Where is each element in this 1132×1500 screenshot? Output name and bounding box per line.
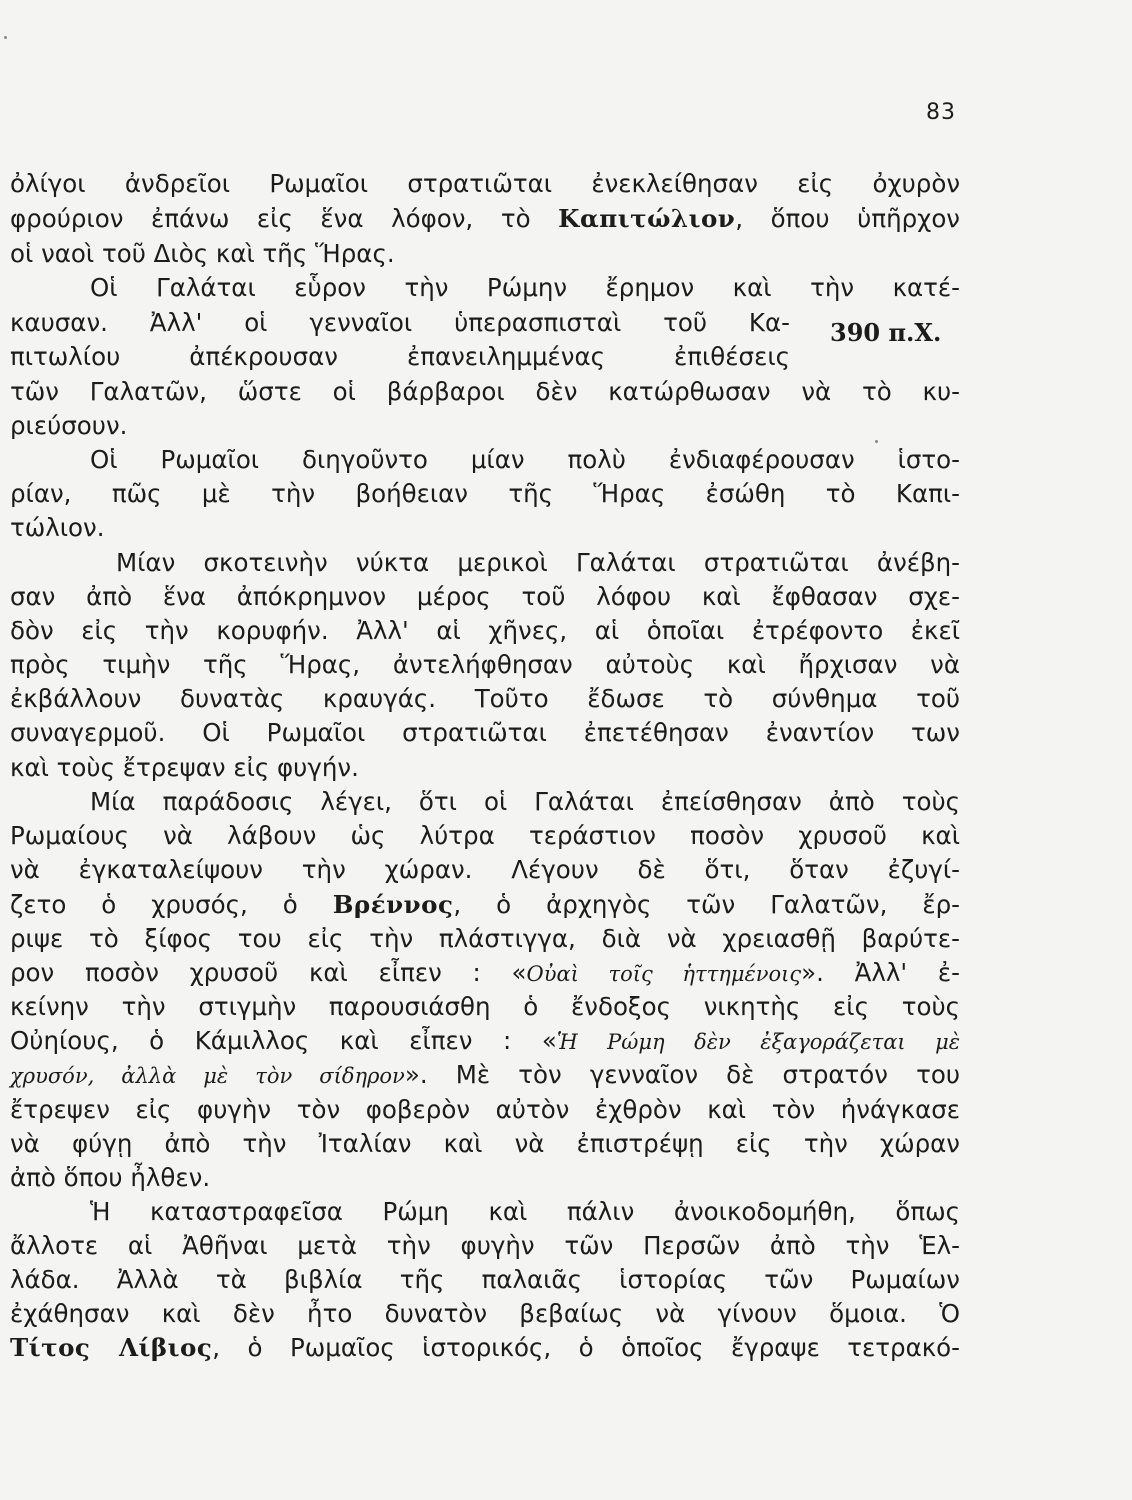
text-segment: καυσαν. Ἀλλ' οἱ γενναῖοι ὑπερασπισταὶ τοῦ Κα- — [10, 308, 790, 337]
text-segment: ὀλίγοι ἀνδρεῖοι Ρωμαῖοι στρατιῶται ἐνεκλείθησαν εἰς ὀχυρὸν — [10, 169, 960, 198]
text-line — [10, 1229, 960, 1263]
text-segment: , ὅπου ὑπῆρχον — [735, 204, 960, 233]
text-segment: , ὁ ἀρχηγὸς τῶν Γαλατῶν, ἔρ- — [453, 890, 960, 919]
text-segment: κείνην τὴν στιγμὴν παρουσιάσθη ὁ ἔνδοξος νικητὴς εἰς τοὺς — [10, 992, 960, 1021]
text-segment: ἄλλοτε αἱ Ἀθῆναι μετὰ τὴν φυγὴν τῶν Περσῶν ἀπὸ τὴν Ἑλ- — [10, 1231, 960, 1260]
text-line — [10, 1331, 960, 1365]
text-segment: ρον ποσὸν χρυσοῦ καὶ εἶπεν : « — [10, 958, 527, 987]
text-line — [10, 990, 960, 1024]
text-line — [10, 477, 960, 511]
text-segment: ριψε τὸ ξίφος του εἰς τὴν πλάστιγγα, διὰ νὰ χρειασθῇ βαρύτε- — [10, 924, 960, 953]
text-line — [10, 1058, 960, 1092]
text-segment: σαν ἀπὸ ἕνα ἀπόκρημνον μέρος τοῦ λόφου καὶ ἔφθασαν σχε- — [10, 582, 960, 611]
text-segment: Ρωμαίους νὰ λάβουν ὡς λύτρα τεράστιον ποσὸν χρυσοῦ καὶ — [10, 821, 960, 850]
text-segment: τώλιον. — [10, 513, 105, 542]
text-line — [10, 922, 960, 956]
text-line — [10, 271, 960, 305]
text-line — [10, 409, 960, 443]
margin-date-note: 390 π.Χ. — [830, 318, 942, 347]
text-segment: Μίαν σκοτεινὴν νύκτα μερικοὶ Γαλάται στρατιῶται ἀνέβη- — [116, 548, 960, 577]
text-line — [10, 511, 960, 545]
text-segment: τῶν Γαλατῶν, ὥστε οἱ βάρβαροι δὲν κατώρθωσαν νὰ τὸ κυ- — [10, 377, 960, 406]
italic-quote: Ἡ Ρώμη δὲν ἐξαγοράζεται μὲ — [556, 1030, 960, 1054]
bold-term: Βρέννος — [332, 890, 454, 919]
text-line — [10, 167, 960, 201]
text-segment: Μία παράδοσις λέγει, ὅτι οἱ Γαλάται ἐπείσθησαν ἀπὸ τοὺς — [90, 787, 960, 816]
text-line — [10, 546, 960, 580]
text-segment: λάδα. Ἀλλὰ τὰ βιβλία τῆς παλαιᾶς ἱστορίας τῶν Ρωμαίων — [10, 1265, 960, 1294]
text-line — [10, 648, 960, 682]
text-line — [10, 340, 790, 374]
italic-quote: χρυσόν, ἀλλὰ μὲ τὸν σίδηρον — [10, 1064, 405, 1088]
text-segment: ρίαν, πῶς μὲ τὴν βοήθειαν τῆς Ἥρας ἐσώθη τὸ Καπι- — [10, 479, 960, 508]
text-line — [10, 580, 960, 614]
text-line — [10, 1093, 960, 1127]
text-line — [10, 819, 960, 853]
text-segment: πρὸς τιμὴν τῆς Ἥρας, ἀντελήφθησαν αὐτοὺς καὶ ἤρχισαν νὰ — [10, 650, 960, 679]
text-segment: , ὁ Ρωμαῖος ἱστορικός, ὁ ὁποῖος ἔγραψε τετρακό- — [212, 1333, 960, 1362]
text-line — [10, 1195, 960, 1229]
text-line — [10, 1161, 960, 1195]
text-segment: πιτωλίου ἀπέκρουσαν ἐπανειλημμένας ἐπιθέσεις — [10, 342, 790, 371]
text-segment: ». Ἀλλ' ἐ- — [801, 958, 960, 987]
text-segment: Ἡ καταστραφεῖσα Ρώμη καὶ πάλιν ἀνοικοδομήθη, ὅπως — [90, 1197, 960, 1226]
italic-quote: Οὐαὶ τοῖς ἡττημένοις — [526, 962, 802, 986]
text-line — [10, 375, 960, 409]
text-segment: νὰ φύγῃ ἀπὸ τὴν Ἰταλίαν καὶ νὰ ἐπιστρέψῃ εἰς τὴν χώραν — [10, 1129, 960, 1158]
text-line — [10, 1297, 960, 1331]
text-segment: συναγερμοῦ. Οἱ Ρωμαῖοι στρατιῶται ἐπετέθησαν ἐναντίον των — [10, 718, 960, 747]
text-line — [10, 785, 960, 819]
text-line — [10, 888, 960, 922]
scan-speck — [4, 36, 7, 39]
text-segment: νὰ ἐγκαταλείψουν τὴν χώραν. Λέγουν δὲ ὅτι, ὅταν ἐζυγί- — [10, 855, 960, 884]
text-segment: ριεύσουν. — [10, 411, 128, 440]
scan-speck — [875, 440, 878, 443]
text-segment: δὸν εἰς τὴν κορυφήν. Ἀλλ' αἱ χῆνες, αἱ ὁποῖαι ἐτρέφοντο ἐκεῖ — [10, 616, 960, 645]
bold-term: Τίτος Λίβιος — [10, 1333, 213, 1362]
page-number: 83 — [926, 100, 956, 125]
text-line — [10, 202, 960, 236]
text-line — [10, 1127, 960, 1161]
text-segment: ἐχάθησαν καὶ δὲν ἦτο δυνατὸν βεβαίως νὰ γίνουν ὅμοια. Ὁ — [10, 1299, 960, 1328]
text-line — [10, 682, 960, 716]
text-segment: ζετο ὁ χρυσός, ὁ — [10, 890, 333, 919]
text-line — [10, 443, 960, 477]
text-line — [10, 237, 960, 271]
bold-term: Καπιτώλιον — [558, 204, 736, 233]
text-line — [10, 853, 960, 887]
text-segment: ». Μὲ τὸν γενναῖον δὲ στρατόν του — [404, 1060, 961, 1089]
text-line — [10, 1263, 960, 1297]
text-segment: Οὐηίους, ὁ Κάμιλλος καὶ εἶπεν : « — [10, 1026, 557, 1055]
text-line — [10, 751, 960, 785]
text-segment: φρούριον ἐπάνω εἰς ἕνα λόφον, τὸ — [10, 204, 559, 233]
text-segment: καὶ τοὺς ἔτρεψαν εἰς φυγήν. — [10, 753, 359, 782]
text-line — [10, 1024, 960, 1058]
text-segment: ἔτρεψεν εἰς φυγὴν τὸν φοβερὸν αὐτὸν ἐχθρὸν καὶ τὸν ἠνάγκασε — [10, 1095, 960, 1124]
text-line — [10, 614, 960, 648]
text-segment: ἐκβάλλουν δυνατὰς κραυγάς. Τοῦτο ἔδωσε τὸ σύνθημα τοῦ — [10, 684, 960, 713]
text-segment: ἀπὸ ὅπου ἦλθεν. — [10, 1163, 211, 1192]
text-segment: οἱ ναοὶ τοῦ Διὸς καὶ τῆς Ἥρας. — [10, 239, 395, 268]
text-segment: Οἱ Γαλάται εὗρον τὴν Ρώμην ἔρημον καὶ τὴν κατέ- — [90, 273, 960, 302]
text-line — [10, 956, 960, 990]
text-line — [10, 716, 960, 750]
text-line — [10, 306, 790, 340]
text-segment: Οἱ Ρωμαῖοι διηγοῦντο μίαν πολὺ ἐνδιαφέρουσαν ἱστο- — [90, 445, 960, 474]
